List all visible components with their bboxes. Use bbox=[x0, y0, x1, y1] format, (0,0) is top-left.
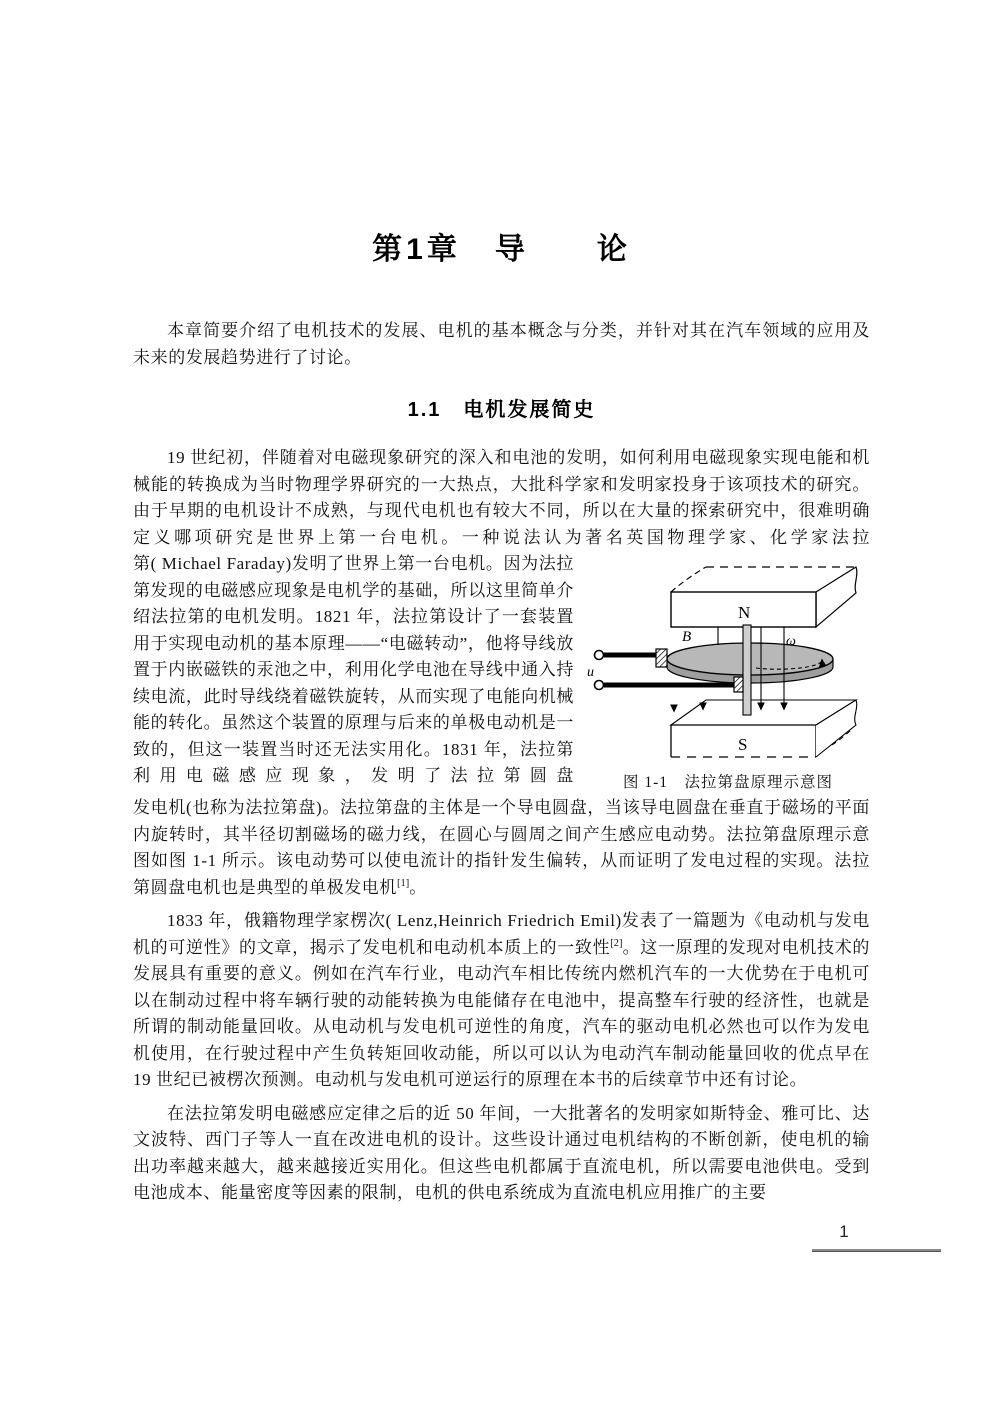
page-content bbox=[133, 0, 870, 1207]
section-title: 1.1 电机发展简史 bbox=[407, 399, 596, 421]
brush-rim bbox=[656, 649, 667, 667]
paragraph-1-continued-text: 发电机(也称为法拉第盘)。法拉第盘的主体是一个导电圆盘，当该导电圆盘在垂直于磁场的平面内旋转时，其半径切割磁场的磁力线，在圆心与圆周之间产生感应电动势。法拉第盘原理示意图如图 1-1 所示。该电动势可以使电流计的指针发生偏转，从而证明了发电过程的实现。法拉第圆盘电机也是典型的单极发电机 bbox=[133, 798, 870, 897]
paragraph-1-continued bbox=[133, 795, 870, 901]
disk-shaft bbox=[743, 625, 751, 715]
omega-label: ω bbox=[786, 634, 796, 649]
paragraph-1-fullwidth: 19 世纪初，伴随着对电磁现象研究的深入和电池的发明，如何利用电磁现象实现电能和机械能的转换成为当时物理学界研究的一大热点，大批科学家和发明家投身于该项技术的研究。由于早期的电机设计不成熟，与现代电机也有较大不同，所以在大量的探索研究中，很难明确定义哪项研究是世界上第一台电机。一种说法认为著名英国物理学家、化学家法拉 bbox=[133, 448, 870, 547]
field-b-label: B bbox=[682, 629, 692, 645]
voltage-u-label: u bbox=[587, 665, 594, 680]
faraday-disk-diagram bbox=[586, 559, 870, 764]
footer-rule bbox=[812, 1249, 941, 1252]
paragraph-3: 在法拉第发明电磁感应定律之后的近 50 年间，一大批著名的发明家如斯特金、雅可比、达文波特、西门子等人一直在改进电机的设计。这些设计通过电机结构的不断创新，使电机的输出功率越来越大，越来越接近实用化。但这些电机都属于直流电机，所以需要电池供电。受到电池成本、能量密度等因素的限制，电机的供电系统成为直流电机应用推广的主要 bbox=[133, 1103, 870, 1202]
paragraph-1-period: 。 bbox=[409, 877, 427, 897]
footnote-ref-1: [1] bbox=[397, 877, 410, 889]
magnet-south bbox=[671, 700, 857, 757]
intro-paragraph: 本章简要介绍了电机技术的发展、电机的基本概念与分类，并针对其在汽车领域的应用及未来的发展趋势进行了讨论。 bbox=[133, 321, 870, 367]
brush-shaft bbox=[734, 677, 743, 692]
paragraph-2-text-a: 1833 年，俄籍物理学家楞次( Lenz,Heinrich Friedrich Emil)发表了一篇题为《电动机与发电机的可逆性》的文章，揭示了发电机和电动机本质上的一致性 bbox=[133, 911, 870, 957]
page-number: 1 bbox=[839, 1222, 849, 1241]
footnote-ref-2: [2] bbox=[610, 937, 623, 949]
paragraph-2 bbox=[133, 908, 870, 1094]
figure-1-1 bbox=[586, 559, 870, 795]
magnet-north bbox=[671, 567, 857, 627]
paragraph-1-wrapped: 第( Michael Faraday)发明了世界上第一台电机。因为法拉第发现的电磁感应现象是电机学的基础，所以这里简单介绍法拉第的电机发明。1821 年，法拉第设计了一套装置用于实现电动机的基本原理——“电磁转动”，他将导线放置于内嵌磁铁的汞池之中，利用化学电池在导线中通入持续电流，此时导线绕着磁铁旋转，从而实现了电能向机械能的转化。虽然这个装置的原理与后来的单极电动机是一致的，但这一装置当时还无法实用化。1831 年，法拉第利用电磁感应现象，发明了法拉第圆盘 bbox=[133, 554, 574, 785]
magnet-s-label: S bbox=[738, 735, 748, 754]
terminal-bottom bbox=[595, 681, 604, 690]
figure-caption: 图 1-1 法拉第盘原理示意图 bbox=[622, 774, 834, 791]
terminal-top bbox=[595, 651, 604, 660]
paragraph-2-text-b: 。这一原理的发现对电机技术的发展具有重要的意义。例如在汽车行业，电动汽车相比传统内燃机汽车的一大优势在于电机可以在制动过程中将车辆行驶的动能转换为电能储存在电池中，提高整车行驶的经济性，也就是所谓的制动能量回收。从电动机与发电机可逆性的角度，汽车的驱动电机必然也可以作为发电机使用，在行驶过程中产生负转矩回收动能，所以可以认为电动汽车制动能量回收的优点早在 19 世纪已被楞次预测。电动机与发电机可逆运行的原理在本书的后续章节中还有讨论。 bbox=[133, 937, 871, 1089]
text-figure-wrap-region bbox=[133, 551, 870, 790]
chapter-title: 第1章 导 论 bbox=[372, 233, 631, 266]
magnet-n-label: N bbox=[738, 603, 751, 622]
